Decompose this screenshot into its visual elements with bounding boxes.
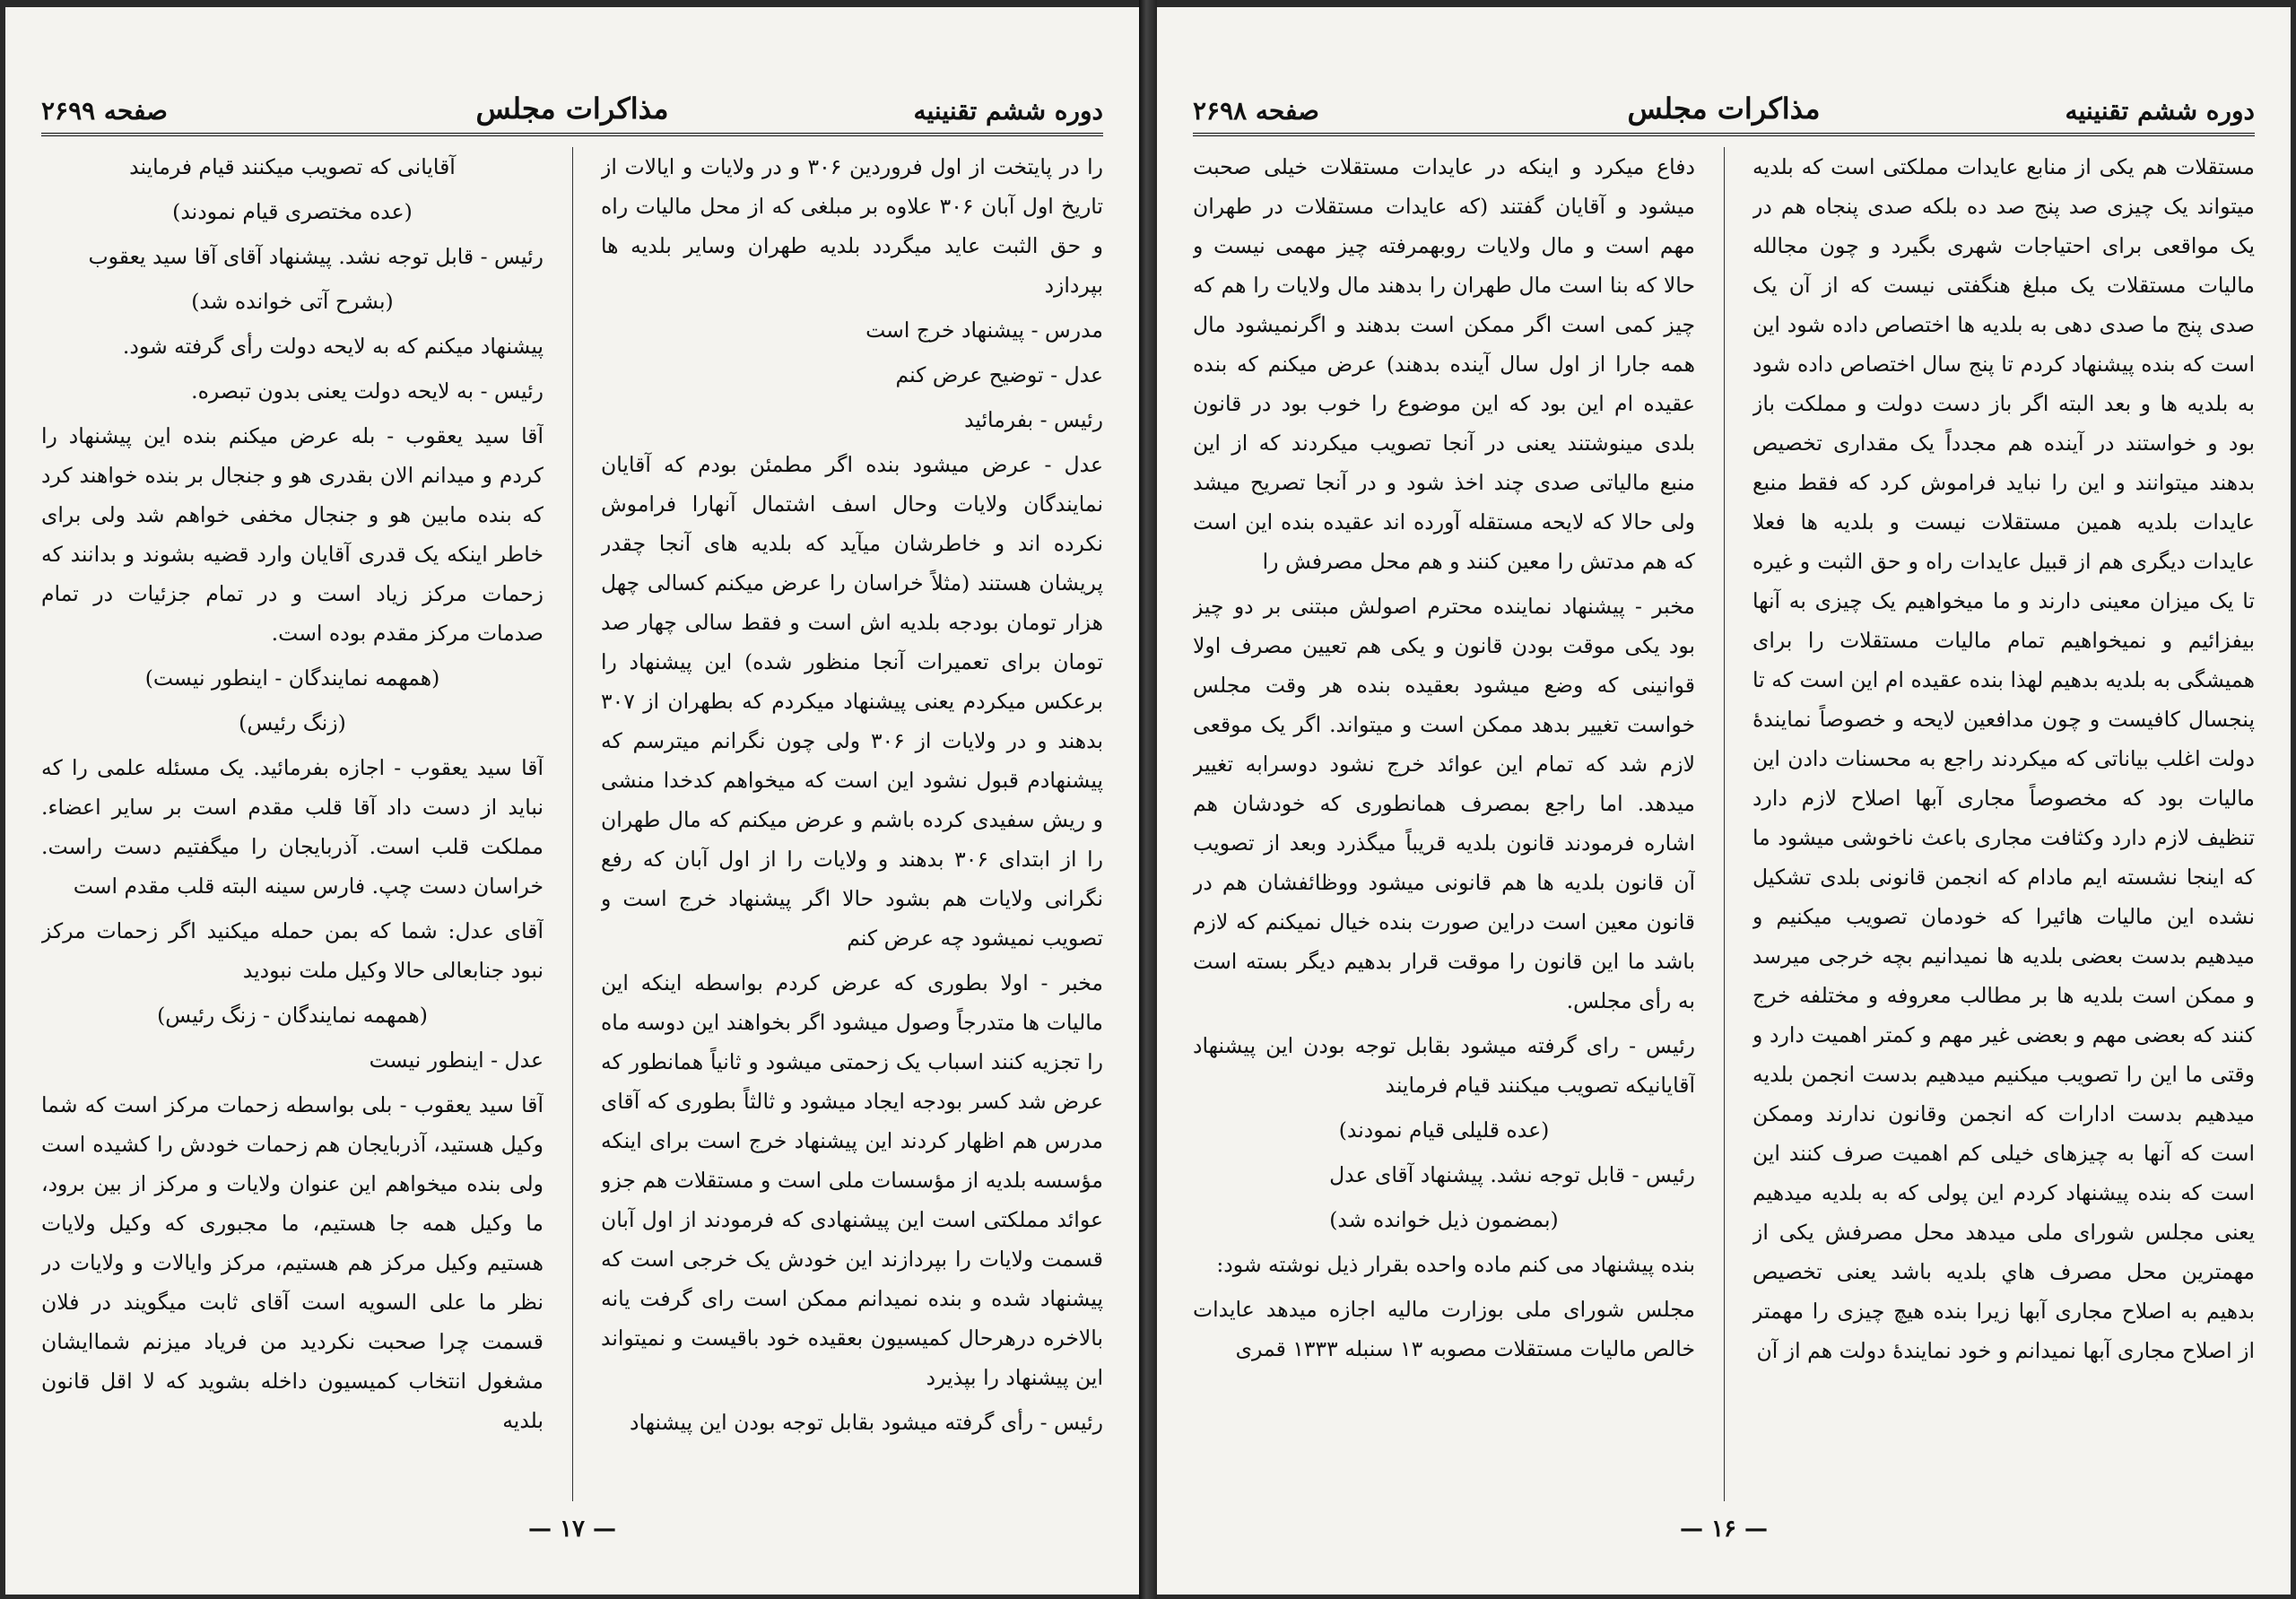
header-title: مذاکرات مجلس (1627, 91, 1821, 126)
book-spine (1139, 0, 1157, 1599)
paragraph: آقا سید یعقوب - بله عرض میکنم بنده این پیشنهاد را کردم و میدانم الان بقدری هو و جنجال بر بنده خواهند کرد که بنده مابین هو و جنجال مخفی خواهم شد ولی برای خاطر اینکه یک قدری آقایان وارد قضیه بشوند و بدانند که زحمات مرکز زیاد است و در تمام جزئیات در تمام صدمات مرکز مقدم بوده است. (41, 423, 544, 646)
paragraph: عدل - اینطور نیست (369, 1047, 544, 1073)
column-divider (1724, 147, 1725, 1501)
header-rule (1193, 133, 2255, 136)
paragraph: آقای عدل: شما که بمن حمله میکنید اگر زحمات مرکز نبود جنابعالی حالا وکیل ملت نبودید (41, 918, 544, 983)
paragraph: (بمضمون ذیل خوانده شد) (1329, 1207, 1559, 1232)
paragraph: مخبر - اولا بطوری که عرض کردم بواسطه اینکه این مالیات ها متدرجاً وصول میشود اگر بخواهند این دوسه ماه را تجزیه کنند اسباب یک زحمتی میشود و ثانیاً همانطور که عرض شد کسر بودجه ایجاد میشود و ثالثاً بطوری که آقای مدرس هم اظهار کردند این پیشنهاد خرج است برای اینکه مؤسسه بلدیه از مؤسسات ملی است و مستقلات هم جزو عوائد مملکتی است این پیشنهادی که فرمودند از اول آبان قسمت ولایات را بپردازند این خودش یک خرجی است که پیشنهاد شده و بنده نمیدانم ممکن است رای گرفت یانه بالاخره درهرحال کمیسیون بعقیده خود باقیست و نمیتواند این پیشنهاد را بپذیرد (601, 970, 1103, 1390)
paragraph: (عده قلیلی قیام نمودند) (1338, 1117, 1550, 1143)
paragraph: رئیس - رای گرفته میشود بقابل توجه بودن این پیشنهاد آقایانیکه تصویب میکنند قیام فرمایند (1193, 1033, 1695, 1098)
header-page-number: صفحه ۲۶۹۸ (1193, 96, 1319, 126)
header-session: دوره ششم تقنینیه (2065, 96, 2255, 126)
paragraph: (همهمه نمایندگان - اینطور نیست) (144, 665, 440, 691)
paragraph: مجلس شورای ملی بوزارت مالیه اجازه میدهد عایدات خالص مالیات مستقلات مصوبه ۱۳ سنبله ۱۳۳۳ قمری (1193, 1297, 1695, 1361)
text-column-left (41, 147, 544, 1501)
paragraph: مستقلات هم یکی از منابع عایدات مملکتی است که بلدیه میتواند یک چیزی صد پنج صد ده بلکه صدی پنجاه هم در یک مواقعی برای احتیاجات شهری بگیرد و چون مجالله مالیات مستقلات یک مبلغ هنگفتی نیست که از آن یک صدی پنج ما صدی دهی به بلدیه ها اختصاص داده شود این است که بنده پیشنهاد کردم تا پنج سال اختصاص داده شود به بلدیه ها و بعد البته اگر باز دست دولت و مملکت باز بود و خواستند در آینده هم مجدداً یک مقداری تخصیص بدهند میتوانند و این را نباید فراموش کرد که فقط منبع عایدات بلدیه همین مستقلات نیست و بلدیه ها فعلا عایدات دیگری هم از قبیل عایدات راه و حق الثبت و غیره تا یک میزان معینی دارند و ما میخواهیم یک چیزی به آنها بیفزائیم و نمیخواهیم تمام مالیات مستقلات را برای همیشگی به بلدیه بدهیم لهذا بنده عقیده ام این است که تا پنجسال کافیست و چون مدافعین لایحه و خصوصاً نمایندهٔ دولت اغلب بیاناتی که میکردند راجع به محسنات دادن این مالیات بود که مخصوصاً مجاری آبها اصلاح لازم دارد تنظیف لازم دارد وکثافت مجاری باعث ناخوشی میشود ما که اینجا نشسته ایم مادام که انجمن قانونی بلدی تشکیل نشده این مالیات هائیرا که خودمان تصویب میکنیم و میدهیم بدست بعضی بلدیه ها نمیدانیم بچه خرجی میرسد و ممکن است بلدیه ها بر مطالب معروفه و مختلفه خرج کنند که بعضی مهم و بعضی غیر مهم و کمتر اهمیت دارد و وقتی ما این را تصویب میکنیم میدهیم بدست انجمن بلدیه میدهیم بدست ادارات که انجمن وقانون ندارند وممکن است که آنها به چیزهای خیلی کم اهمیت صرف کنند این است که بنده پیشنهاد کردم این پولی که به بلدیه میدهیم یعنی مجلس شورای ملی میدهد محل مصرفش یکی از مهمترین محل مصرف هاي بلدیه باشد یعنی تخصیص بدهیم به اصلاح مجاری آبها زیرا بنده هیچ چیزی را مهمتر از اصلاح مجاری آبها نمیدانم و خود نمایندهٔ دولت هم از آن (1752, 154, 2255, 1363)
paragraph: (همهمه نمایندگان - زنگ رئیس) (157, 1003, 428, 1028)
page-header (1193, 74, 2255, 136)
paragraph: رئیس - بفرمائید (964, 407, 1103, 432)
paragraph: بنده پیشنهاد می کنم ماده واحده بقرار ذیل نوشته شود: (1216, 1252, 1695, 1277)
paragraph: مدرس - پیشنهاد خرج است (865, 317, 1103, 343)
paragraph: آقایانی که تصویب میکنند قیام فرمایند (129, 154, 456, 179)
paragraph: عدل - عرض میشود بنده اگر مطمئن بودم که آقایان نمایندگان ولایات وحال اسف اشتمال آنهارا فراموش نکرده اند و خاطرشان میآید که بلدیه های آنجا چقدر پریشان هستند (مثلاً خراسان را عرض میکنم کسالی چهل هزار تومان بودجه بلدیه اش است و فقط سالی چهار صد تومان برای تعمیرات آنجا منظور شده) این پیشنهاد را برعکس میکردم یعنی پیشنهاد میکردم که بطهران از ۳۰۷ بدهند و در ولایات از ۳۰۶ ولی چون نگرانم میترسم که پیشنهادم قبول نشود این است که میخواهم کدخدا منشی و ریش سفیدی کرده باشم و عرض میکنم که مال طهران را از ابتدای ۳۰۶ بدهند و ولایات را از اول آبان که رفع نگرانی ولایات هم بشود حالا اگر پیشنهاد خرج است و تصویب نمیشود چه عرض کنم (601, 452, 1103, 951)
folio: — ۱۷ — (527, 1516, 617, 1543)
header-title: مذاکرات مجلس (475, 91, 669, 126)
page-header (41, 74, 1103, 136)
paragraph: دفاع میکرد و اینکه در عایدات مستقلات خیلی صحبت میشود و آقایان گفتند (که عایدات مستقلات در طهران مهم است و مال ولایات روبهمرفته چیز مهمی نیست و حالا که بنا است مال طهران را بدهند مال ولایات را هم که چیز کمی است اگر ممکن است بدهند و اگرنمیشود مال همه جارا از اول سال آینده بدهند) عرض میکنم که بنده عقیده ام این بود که این موضوع را خوب بود در قانون بلدی مینوشتند یعنی در آنجا تصویب میکردند که از این منبع مالیاتی صدی چند اخذ شود و در آنجا تصریح میشد ولی حالا که لایحه مستقله آورده اند عقیده بنده این است که هم مدتش را معین کنند و هم محل مصرفش را (1193, 154, 1695, 574)
paragraph: رئیس - قابل توجه نشد. پیشنهاد آقای عدل (1329, 1162, 1695, 1187)
paragraph: آقا سید یعقوب - اجازه بفرمائید. یک مسئله علمی را که نباید از دست داد آقا قلب مقدم است بر سایر اعضاء. مملکت قلب است. آذربایجان را میگفتیم دست راست. خراسان دست چپ. فارس سینه البته قلب مقدم است (41, 755, 544, 899)
paragraph: رئیس - به لایحه دولت یعنی بدون تبصره. (191, 378, 544, 404)
paragraph: (بشرح آتی خوانده شد) (191, 289, 394, 314)
page-2699 (5, 7, 1139, 1595)
paragraph: آقا سید یعقوب - بلی بواسطه زحمات مرکز است که شما وکیل هستید، آذربایجان هم زحمات خودش را کشیده است ولی بنده میخواهم این عنوان ولایات و مرکز از بین برود، ما وکیل همه جا هستیم، ما مجبوری که وکیل ولایات هستیم وکیل مرکز هم هستیم، مرکز وایالات و ولایات در نظر ما علی السویه است آقای ثابت میگویند در فلان قسمت چرا صحبت نکردید من فریاد میزنم شماایشان مشغول انتخاب کمیسیون داخله بشوید که لا اقل قانون بلدیه (41, 1092, 544, 1433)
header-page-number: صفحه ۲۶۹۹ (41, 96, 168, 126)
header-session: دوره ششم تقنینیه (913, 96, 1103, 126)
text-column-right (1752, 147, 2255, 1501)
text-column-left (1193, 147, 1695, 1501)
paragraph: پیشنهاد میکنم که به لایحه دولت رأی گرفته شود. (122, 334, 544, 359)
header-rule (41, 133, 1103, 136)
paragraph: مخبر - پیشنهاد نماینده محترم اصولش مبتنی بر دو چیز بود یکی موقت بودن قانون و یکی هم تعیین مصرف اولا قوانینی که وضع میشود بعقیده بنده هر وقت مجلس خواست تغییر بدهد ممکن است و میتواند. اگر یک موقعی لازم شد که تمام این عوائد خرج نشود دوسرابه تغییر میدهد. اما راجع بمصرف همانطوری که خودشان هم اشاره فرمودند قانون بلدیه قریباً میگذرد وبعد از تصویب آن قانون بلدیه ها هم قانونی میشود ووظائفشان هم در قانون معین است دراین صورت بنده خیال نمیکنم که لازم باشد ما این قانون را موقت قرار بدهیم دیگر بسته است به رأی مجلس. (1193, 594, 1695, 1013)
paragraph: (زنگ رئیس) (239, 710, 346, 735)
paragraph: عدل - توضیح عرض کنم (895, 362, 1103, 387)
paragraph: را در پایتخت از اول فروردین ۳۰۶ و در ولایات و ایالات از تاریخ اول آبان ۳۰۶ علاوه بر مبلغی که از محل مالیات راه و حق الثبت عاید میگردد بلدیه طهران وسایر بلدیه ها بپردازد (601, 154, 1103, 298)
text-column-right (601, 147, 1103, 1501)
paragraph: رئیس - رأی گرفته میشود بقابل توجه بودن این پیشنهاد (630, 1410, 1103, 1435)
paragraph: (عده مختصری قیام نمودند) (172, 199, 413, 224)
page-2698 (1157, 7, 2291, 1595)
folio: — ۱۶ — (1679, 1516, 1769, 1543)
column-divider (572, 147, 573, 1501)
paragraph: رئیس - قابل توجه نشد. پیشنهاد آقای آقا سید یعقوب (88, 244, 544, 269)
